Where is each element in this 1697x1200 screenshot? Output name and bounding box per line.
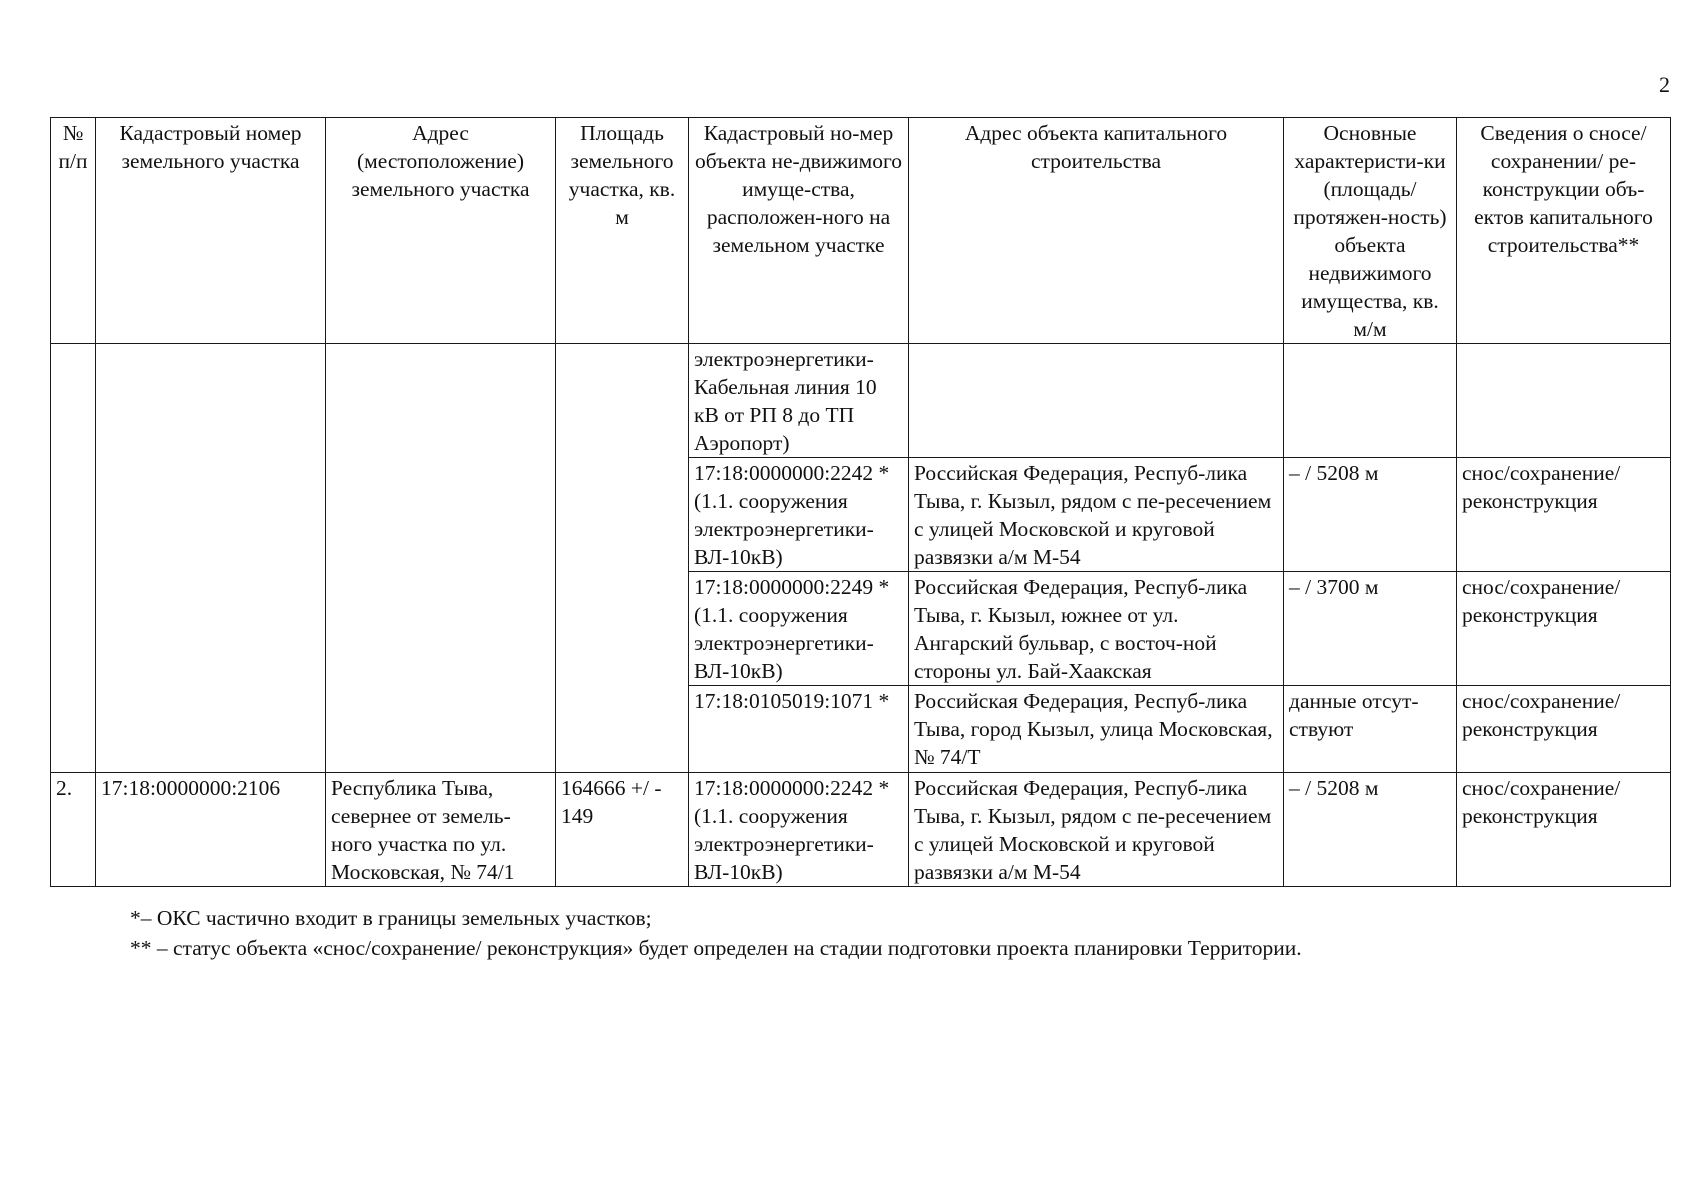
cell-demolition-status: снос/сохранение/ реконструкция [1457,458,1671,572]
cell-object-address: Российская Федерация, Респуб-лика Тыва, город Кызыл, улица Московская, № 74/Т [909,686,1284,773]
cell-characteristics [1284,344,1457,458]
table-header-row [51,118,1671,344]
cell-object-address: Российская Федерация, Респуб-лика Тыва, г. Кызыл, рядом с пе-ресечением с улицей Московской и круговой развязки а/м М-54 [909,773,1284,887]
cell-plot-area: 164666 +/ - 149 [556,773,689,887]
cell-plot-address: Республика Тыва, севернее от земель-ного участка по ул. Московская, № 74/1 [326,773,556,887]
header-object-cadastral-number: Кадастровый но-мер объекта не-движимого имуще-ства, расположен-ного на земельном участке [689,118,909,344]
cell-characteristics: – / 5208 м [1284,773,1457,887]
cell-num: 2. [51,773,96,887]
cell-plot-area [556,344,689,773]
header-plot-address: Адрес (местоположение) земельного участка [326,118,556,344]
cell-demolition-status: снос/сохранение/ реконструкция [1457,686,1671,773]
cell-object-cadastral-number: 17:18:0000000:2242 * (1.1. сооружения электроэнергетики-ВЛ-10кВ) [689,458,909,572]
land-plots-table [50,117,1671,887]
cell-characteristics: – / 5208 м [1284,458,1457,572]
cell-object-cadastral-number: электроэнергетики-Кабельная линия 10 кВ от РП 8 до ТП Аэропорт) [689,344,909,458]
cell-object-cadastral-number: 17:18:0105019:1071 * [689,686,909,773]
header-plot-area: Площадь земельного участка, кв. м [556,118,689,344]
cell-characteristics: данные отсут-ствуют [1284,686,1457,773]
cell-demolition-status [1457,344,1671,458]
header-num: № п/п [51,118,96,344]
cell-cadastral-number: 17:18:0000000:2106 [96,773,326,887]
cell-object-cadastral-number: 17:18:0000000:2242 * (1.1. сооружения электроэнергетики-ВЛ-10кВ) [689,773,909,887]
cell-cadastral-number [96,344,326,773]
cell-object-address: Российская Федерация, Респуб-лика Тыва, г. Кызыл, южнее от ул. Ангарский бульвар, с восточ-ной стороны ул. Бай-Хаакская [909,572,1284,686]
cell-demolition-status: снос/сохранение/ реконструкция [1457,572,1671,686]
cell-object-address: Российская Федерация, Респуб-лика Тыва, г. Кызыл, рядом с пе-ресечением с улицей Московской и круговой развязки а/м М-54 [909,458,1284,572]
header-characteristics: Основные характеристи-ки (площадь/ протяжен-ность) объекта недвижимого имущества, кв. м/м [1284,118,1457,344]
table-row [51,344,1671,458]
header-cadastral-number: Кадастровый номер земельного участка [96,118,326,344]
cell-demolition-status: снос/сохранение/ реконструкция [1457,773,1671,887]
cell-object-cadastral-number: 17:18:0000000:2249 * (1.1. сооружения электроэнергетики-ВЛ-10кВ) [689,572,909,686]
header-object-address: Адрес объекта капитального строительства [909,118,1284,344]
page-number: 2 [1659,72,1670,97]
footnotes [130,903,1650,963]
cell-characteristics: – / 3700 м [1284,572,1457,686]
footnote-partial-oks: *– ОКС частично входит в границы земельных участков; [130,906,652,930]
cell-num [51,344,96,773]
cell-object-address [909,344,1284,458]
table-row [51,773,1671,887]
header-demolition-status: Сведения о сносе/ сохранении/ ре-конструкции объ-ектов капитального строительства** [1457,118,1671,344]
cell-plot-address [326,344,556,773]
footnote-status-note: ** – статус объекта «снос/сохранение/ реконструкция» будет определен на стадии подготовки проекта планировки Территории. [130,936,1302,960]
